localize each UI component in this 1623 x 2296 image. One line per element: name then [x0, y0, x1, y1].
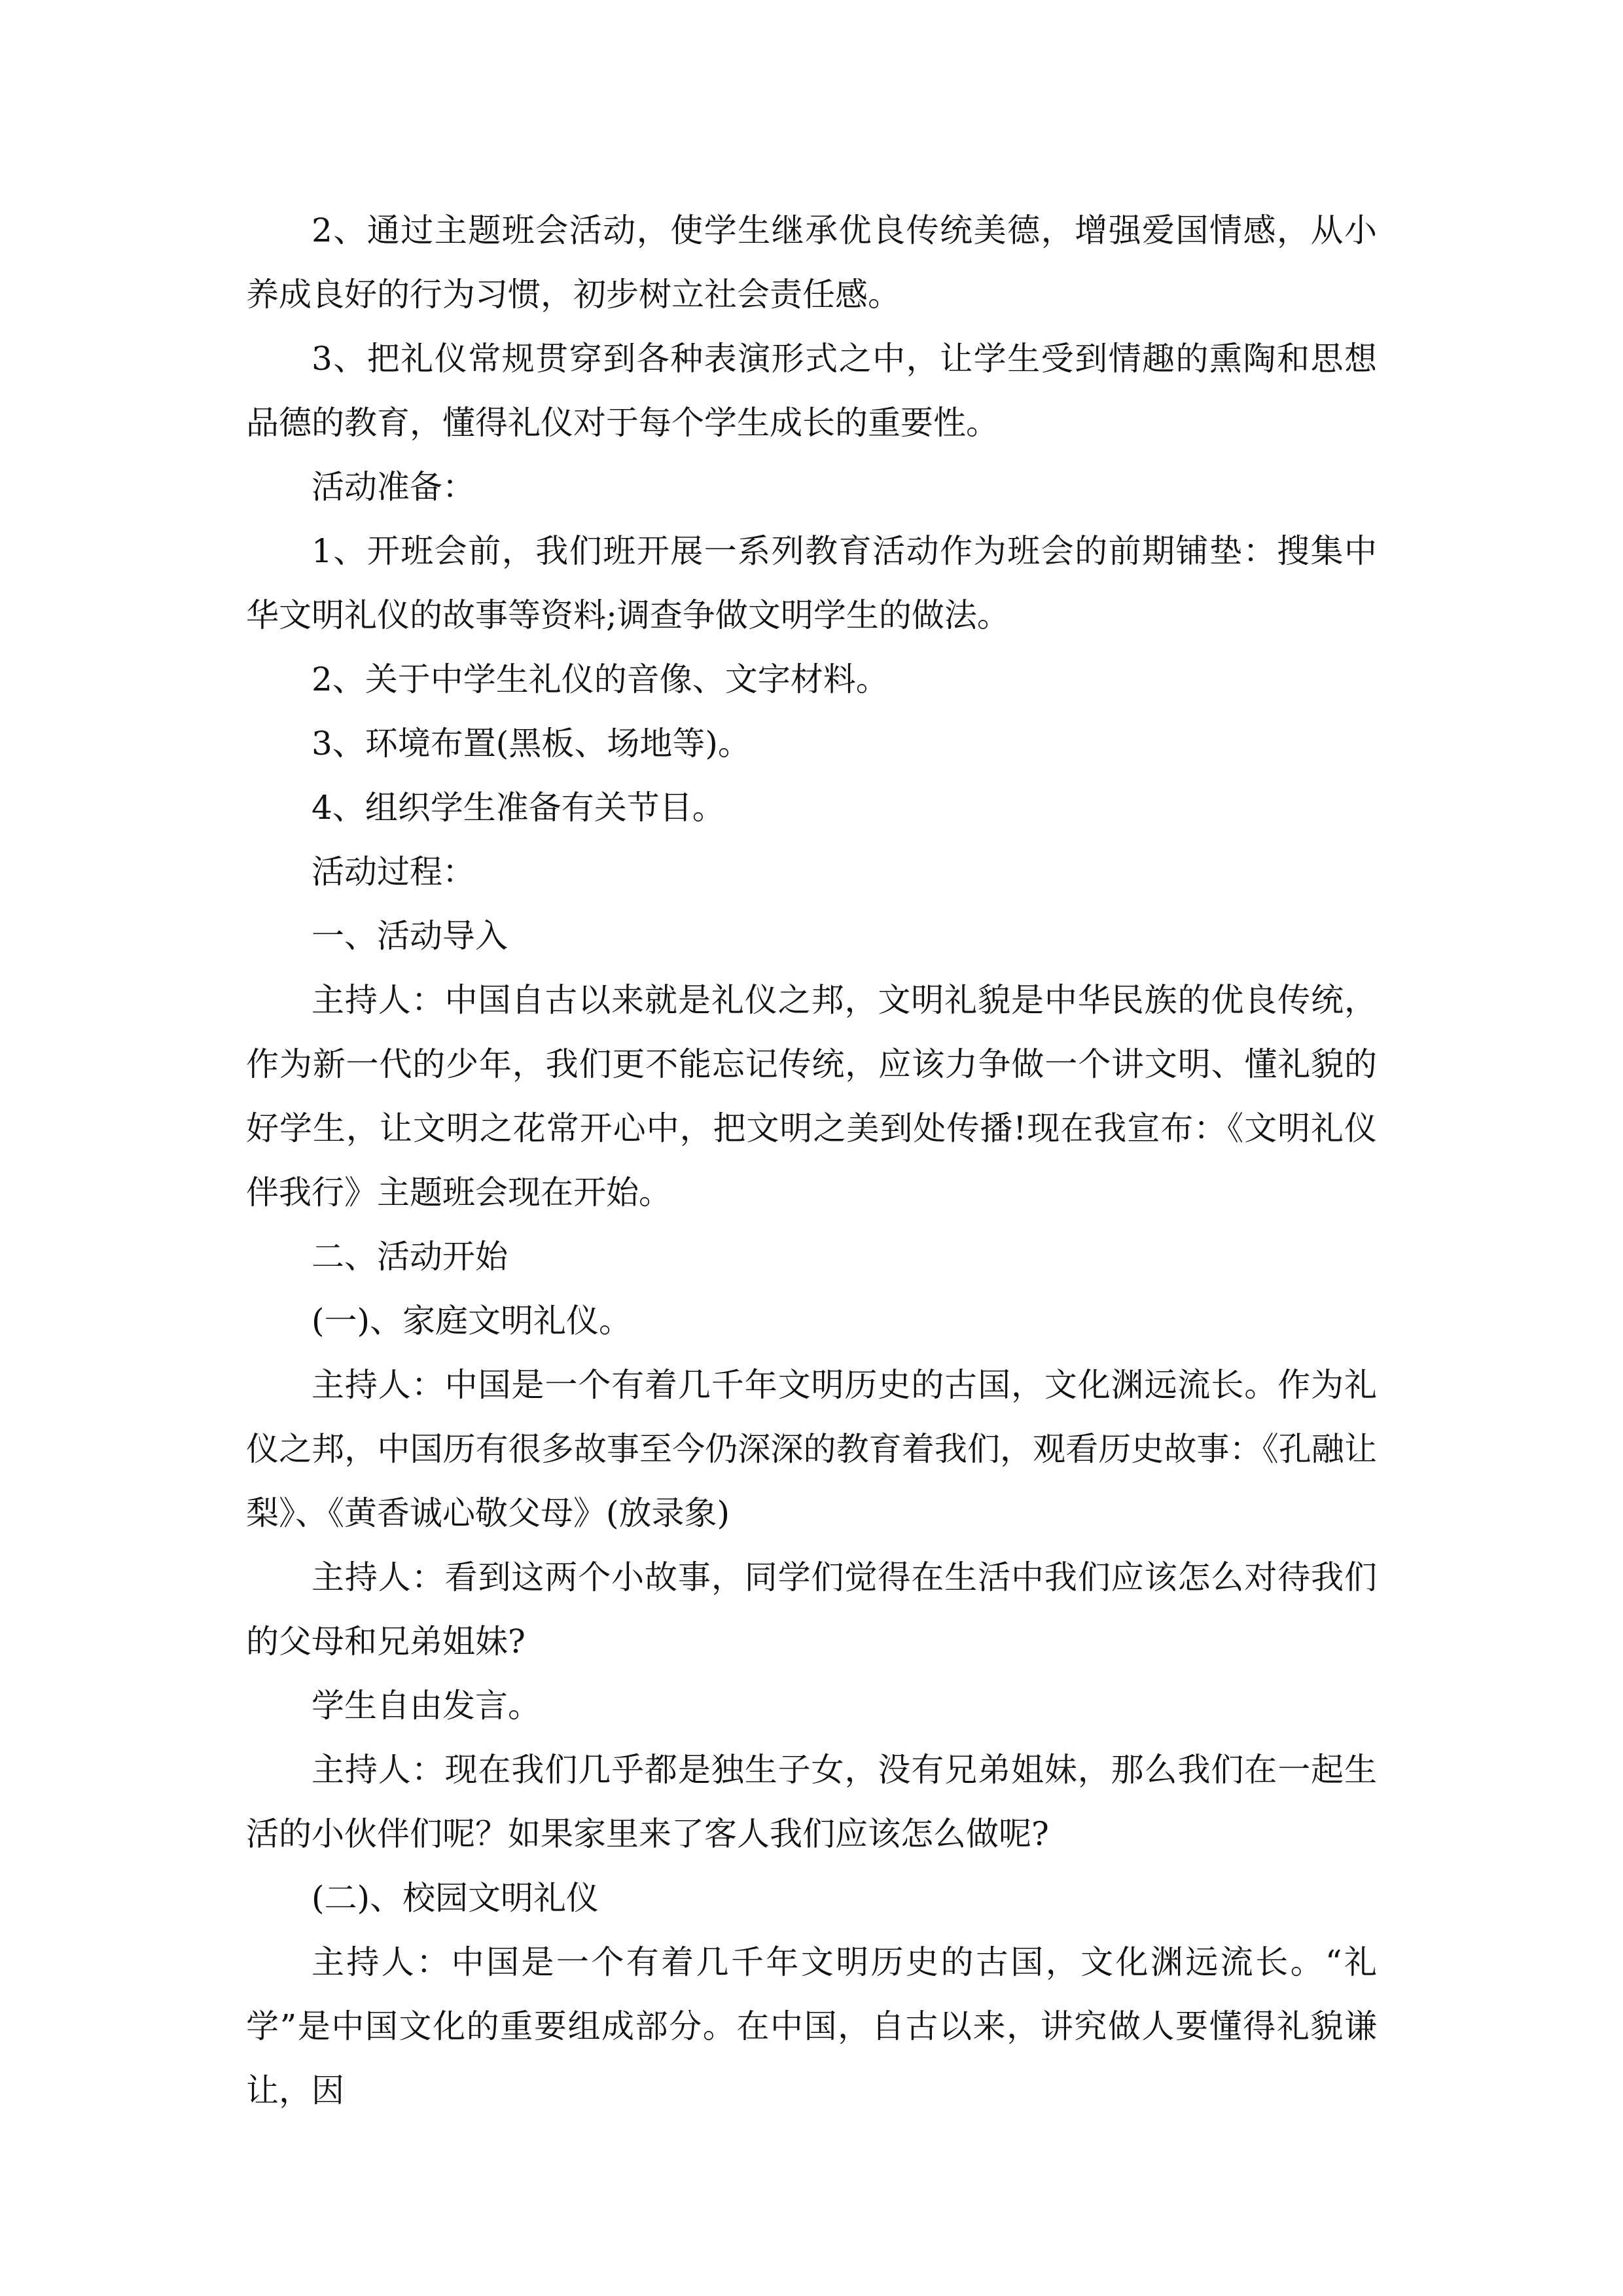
- paragraph-host-opening: 主持人：中国自古以来就是礼仪之邦，文明礼貌是中华民族的优良传统，作为新一代的少年，我们更不能忘记传统，应该力争做一个讲文明、懂礼貌的好学生，让文明之花常开心中，把文明之美到处传播!现在我宣布：《文明礼仪伴我行》主题班会现在开始。: [246, 981, 1377, 1211]
- paragraph-preparation-4: 4、组织学生准备有关节目。: [312, 789, 725, 827]
- paragraph-host-history: 主持人：中国是一个有着几千年文明历史的古国，文化渊远流长。作为礼仪之邦，中国历有很多故事至今仍深深的教育着我们，观看历史故事：《孔融让梨》、《黄香诚心敬父母》(放录象): [246, 1366, 1377, 1532]
- heading-activity-introduction: 一、活动导入: [312, 917, 508, 955]
- paragraph-goal-3: 3、把礼仪常规贯穿到各种表演形式之中，让学生受到情趣的熏陶和思想品德的教育，懂得礼仪对于每个学生成长的重要性。: [246, 340, 1377, 442]
- paragraph-preparation-3: 3、环境布置(黑板、场地等)。: [312, 725, 751, 762]
- document-body: [246, 198, 1377, 2123]
- paragraph-preparation-1: 1、开班会前，我们班开展一系列教育活动作为班会的前期铺垫：搜集中华文明礼仪的故事等资料;调查争做文明学生的做法。: [246, 532, 1377, 634]
- paragraph-host-culture: 主持人：中国是一个有着几千年文明历史的古国，文化渊远流长。“礼学”是中国文化的重要组成部分。在中国，自古以来，讲究做人要懂得礼貌谦让，因: [246, 1943, 1377, 2109]
- paragraph-free-speech: 学生自由发言。: [312, 1687, 541, 1725]
- paragraph-host-question: 主持人：看到这两个小故事，同学们觉得在生活中我们应该怎么对待我们的父母和兄弟姐妹?: [246, 1558, 1377, 1660]
- heading-activity-start: 二、活动开始: [312, 1238, 508, 1276]
- heading-activity-preparation: 活动准备：: [312, 468, 475, 506]
- paragraph-preparation-2: 2、关于中学生礼仪的音像、文字材料。: [312, 660, 889, 698]
- paragraph-goal-2: 2、通过主题班会活动，使学生继承优良传统美德，增强爱国情感，从小养成良好的行为习惯，初步树立社会责任感。: [246, 211, 1377, 314]
- heading-activity-process: 活动过程：: [312, 853, 475, 891]
- heading-family-etiquette: (一)、家庭文明礼仪。: [312, 1302, 632, 1340]
- paragraph-host-guests: 主持人：现在我们几乎都是独生子女，没有兄弟姐妹，那么我们在一起生活的小伙伴们呢？如果家里来了客人我们应该怎么做呢?: [246, 1751, 1377, 1853]
- heading-campus-etiquette: (二)、校园文明礼仪: [312, 1879, 599, 1917]
